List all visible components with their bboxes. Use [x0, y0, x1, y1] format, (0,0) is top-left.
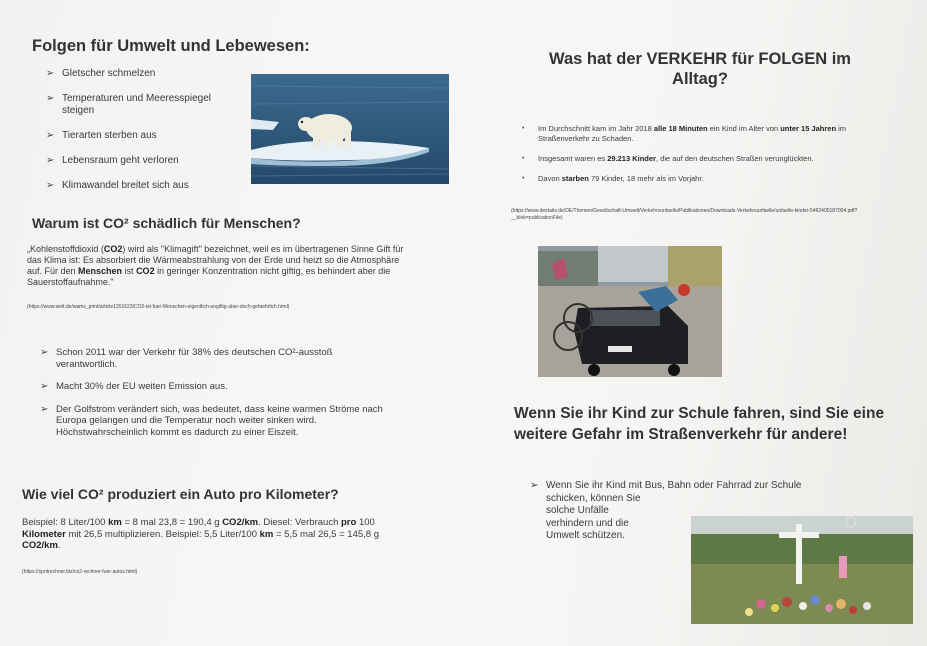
list-item-line: solche Unfälle	[546, 505, 609, 516]
list-item: • Davon starben 79 Kinder, 18 mehr als im Vorjahr.	[516, 174, 896, 184]
co2-calculation: Beispiel: 8 Liter/100 km = 8 mal 23,8 = 190,4 g CO2/km. Diesel: Verbrauch pro 100 Kilometer mit 26,5 multiplizieren. Beispiel: 5,5 Liter/100 km = 5,5 mal 26,5 = 145,8 g CO2/km.	[22, 517, 379, 551]
list-item: ➢ Tierarten sterben aus	[46, 130, 236, 142]
list-item: • Insgesamt waren es 29.213 Kinder, die auf den deutschen Straßen verunglückten.	[516, 154, 896, 164]
list-item: ➢ Wenn Sie ihr Kind mit Bus, Bahn oder Fahrrad zur Schule	[530, 480, 802, 491]
section-title-verkehr: Was hat der VERKEHR für FOLGEN im Alltag?	[549, 50, 851, 88]
section-title-umwelt: Folgen für Umwelt und Lebewesen:	[32, 37, 310, 55]
section-title-schule: Wenn Sie ihr Kind zur Schule fahren, sind Sie eine weitere Gefahr im Straßenverkehr für andere!	[514, 405, 885, 443]
list-item: ➢ Lebensraum geht verloren	[46, 155, 236, 167]
section-title-co2-auto: Wie viel CO² produziert ein Auto pro Kilometer?	[22, 486, 339, 502]
list-item: ➢ Macht 30% der EU weiten Emission aus.	[40, 381, 410, 393]
verkehr-facts-list	[516, 124, 896, 184]
list-item-line: schicken, können Sie	[546, 492, 641, 504]
co2-facts-list	[40, 347, 410, 438]
list-item: ➢ Klimawandel breitet sich aus	[46, 180, 236, 192]
polar-bear-photo	[251, 74, 449, 184]
list-item: ➢ Schon 2011 war der Verkehr für 38% des deutschen CO²-ausstoß verantwortlich.	[40, 347, 410, 370]
source-spritrechner: (https://spritrechner.biz/co2-rechner-fuer-autos.html)	[22, 569, 138, 575]
list-item: ➢ Temperaturen und Meeresspiegel steigen	[46, 93, 236, 117]
list-item-line: verhindern und die	[546, 517, 629, 529]
arrow-bullet-icon: ➢	[530, 480, 539, 491]
co2-quote: „Kohlenstoffdioxid (CO2) wird als "Klimagift" bezeichnet, weil es im übertragenen Sinne Gift für das Klima ist: Es absorbiert die Wärmeabstrahlung von der Erde und heizt so die Atmosphäre auf. Für den Menschen ist CO2 in geringer Konzentration nicht giftig, es behindert aber die Sauerstoffaufnahme."	[27, 244, 404, 287]
memorial-photo	[691, 516, 913, 624]
list-item: ➢ Gletscher schmelzen	[46, 68, 236, 80]
umwelt-list	[46, 68, 236, 192]
list-item-line: Umwelt schützen.	[546, 530, 625, 541]
source-destatis: (https://www.destatis.de/DE/Themen/Gesellschaft-Umwelt/Verkehrsunfaelle/Publikationen/Downloads-Verkehrsunfaelle/unfaelle-kinder-5462405187004.pdf?__blob=publicationFile)	[511, 208, 858, 221]
source-welt: (https://www.welt.de/wams_print/article1351623/CO2-ist-fuer-Menschen-eigentlich-ungiftig-aber-doch-gefaehrlich.html)	[27, 304, 290, 310]
list-item: • Im Durchschnitt kam im Jahr 2018 alle 18 Minuten ein Kind im Alter von unter 15 Jahren im Straßenverkehr zu Schaden.	[516, 124, 896, 144]
section-title-co2-mensch: Warum ist CO² schädlich für Menschen?	[32, 215, 301, 231]
accident-photo	[538, 246, 722, 377]
list-item: ➢ Der Golfstrom verändert sich, was bedeutet, dass keine warmen Ströme nach Europa gelangen und die Temperatur noch weiter sinken wird. Höchstwahrscheinlich kommt es dadurch zu einer Eiszeit.	[40, 404, 410, 439]
